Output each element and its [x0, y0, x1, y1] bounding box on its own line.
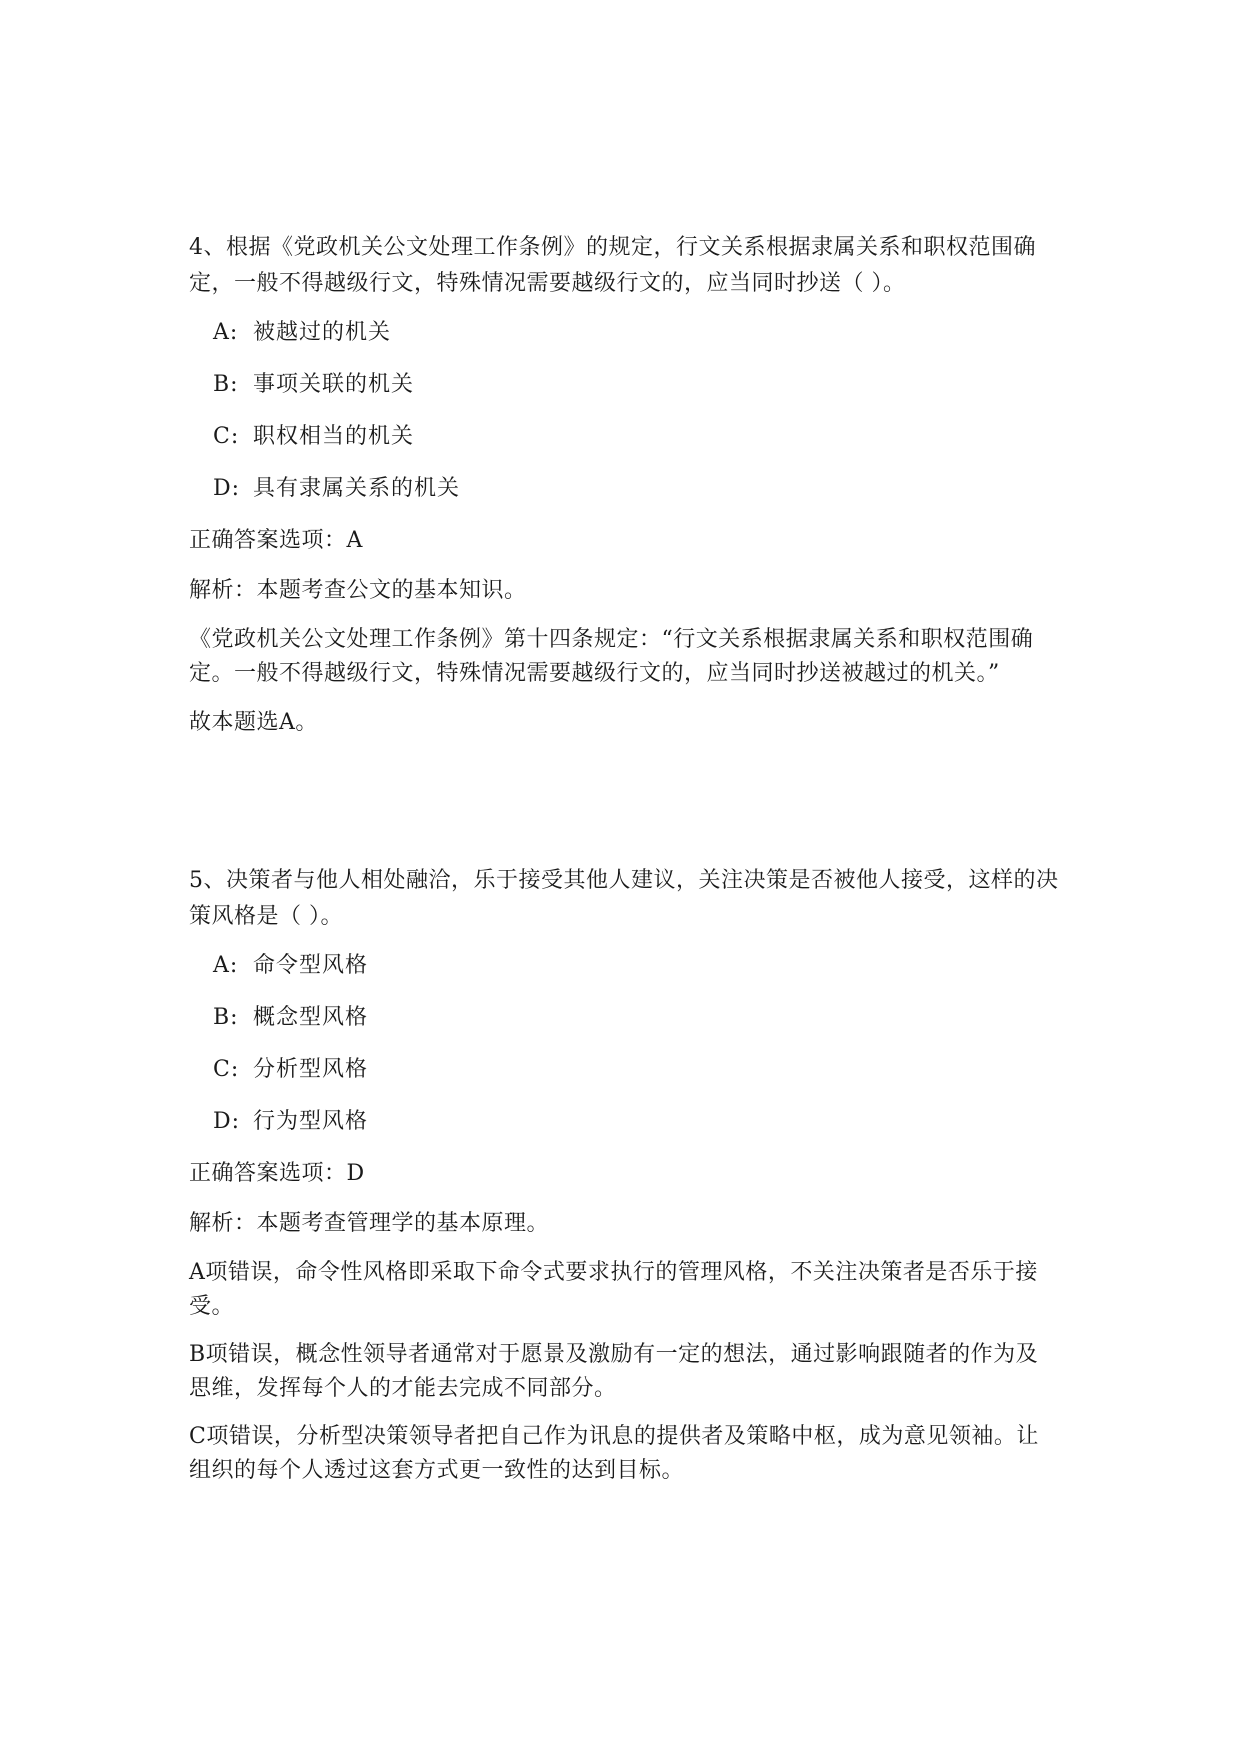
- question-5: [189, 863, 1059, 1488]
- correct-answer: 正确答案选项：D: [189, 1161, 365, 1186]
- option-text: 行为型风格: [253, 1109, 369, 1134]
- option-text: 命令型风格: [253, 953, 369, 978]
- option-d: [213, 1104, 1059, 1140]
- document-page: [189, 230, 1059, 1502]
- option-text: 概念型风格: [253, 1005, 369, 1030]
- question-stem: 4、根据《党政机关公文处理工作条例》的规定，行文关系根据隶属关系和职权范围确定，一般不得越级行文，特殊情况需要越级行文的，应当同时抄送（ ）。: [189, 235, 1036, 296]
- analysis-paragraph: A项错误，命令性风格即采取下命令式要求执行的管理风格，不关注决策者是否乐于接受。: [189, 1260, 1038, 1319]
- analysis-conclusion: 故本题选A。: [189, 710, 318, 735]
- option-letter: A:: [213, 320, 239, 345]
- question-separator: [189, 755, 1059, 863]
- option-a: [213, 948, 1059, 984]
- option-letter: A:: [213, 953, 239, 978]
- option-b: [213, 1000, 1059, 1036]
- correct-answer: 正确答案选项：A: [189, 528, 363, 553]
- option-a: [213, 315, 1059, 351]
- question-stem: 5、决策者与他人相处融洽，乐于接受其他人建议，关注决策是否被他人接受，这样的决策风格是（ ）。: [189, 868, 1059, 929]
- option-letter: D:: [213, 476, 241, 501]
- analysis-heading: 解析：本题考查公文的基本知识。: [189, 578, 527, 603]
- analysis-heading: 解析：本题考查管理学的基本原理。: [189, 1211, 550, 1236]
- option-text: 具有隶属关系的机关: [253, 476, 461, 501]
- option-letter: B:: [213, 1005, 239, 1030]
- option-text: 事项关联的机关: [253, 372, 415, 397]
- option-text: 分析型风格: [253, 1057, 369, 1082]
- option-text: 被越过的机关: [253, 320, 392, 345]
- option-letter: C:: [213, 1057, 240, 1082]
- analysis-paragraph: B项错误，概念性领导者通常对于愿景及激励有一定的想法，通过影响跟随者的作为及思维，发挥每个人的才能去完成不同部分。: [189, 1342, 1039, 1401]
- option-letter: D:: [213, 1109, 241, 1134]
- option-letter: B:: [213, 372, 239, 397]
- analysis-paragraph: 《党政机关公文处理工作条例》第十四条规定：“行文关系根据隶属关系和职权范围确定。一般不得越级行文，特殊情况需要越级行文的，应当同时抄送被越过的机关。”: [189, 627, 1034, 686]
- analysis-paragraph: C项错误，分析型决策领导者把自己作为讯息的提供者及策略中枢，成为意见领袖。让组织的每个人透过这套方式更一致性的达到目标。: [189, 1424, 1039, 1483]
- option-b: [213, 367, 1059, 403]
- question-4: [189, 230, 1059, 741]
- option-c: [213, 419, 1059, 455]
- option-d: [213, 471, 1059, 507]
- option-c: [213, 1052, 1059, 1088]
- option-letter: C:: [213, 424, 240, 449]
- option-text: 职权相当的机关: [253, 424, 415, 449]
